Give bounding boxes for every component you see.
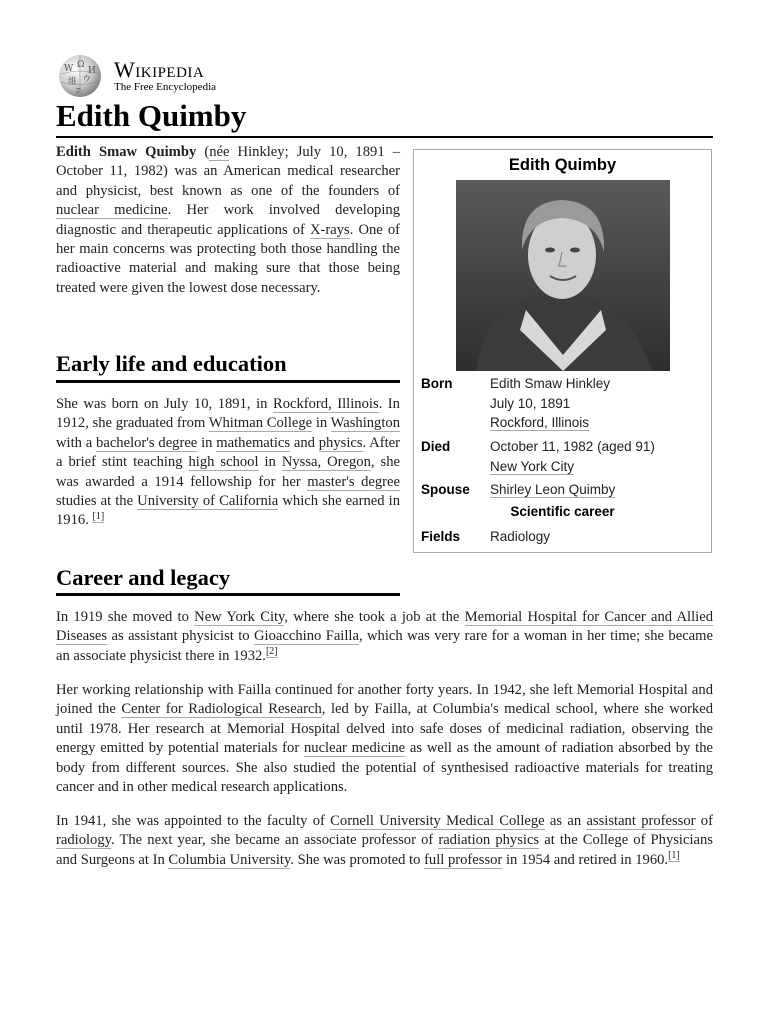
- text: with a: [56, 434, 97, 451]
- text: at the College of Physicians and Surgeons at In: [56, 832, 713, 868]
- link-mathematics[interactable]: mathematics: [216, 434, 291, 451]
- link-radiation-physics[interactable]: radiation physics: [438, 832, 540, 849]
- text: (: [196, 144, 210, 160]
- career-paragraph-1: [56, 608, 713, 666]
- infobox: [413, 149, 712, 553]
- text: , led by Failla, at Columbia's medical school, where she worked until 1978. Her research at Memorial Hospital delved into safe doses of medicinal radiation, observing the energy emitted by potential materials for: [56, 701, 713, 757]
- link-nuclear-medicine[interactable]: nuclear medicine: [303, 740, 406, 757]
- text: Hinkley; July 10, 1891 – October 11, 1982) was an American medical researcher and physicist, best known as one of the founders of: [56, 144, 400, 199]
- infobox-row-born: [421, 374, 705, 433]
- title-divider: [56, 136, 713, 138]
- text: , which was very rare for a woman in her time; she became an associate physicist there in 1932.: [56, 628, 713, 664]
- text: In 1919 she moved to: [56, 609, 195, 625]
- svg-text:И: И: [88, 66, 96, 76]
- infobox-row-spouse: [421, 480, 705, 500]
- infobox-row-died: [421, 437, 705, 476]
- intro-paragraph: [56, 143, 400, 298]
- text: as an: [544, 813, 587, 829]
- text: in: [197, 434, 217, 451]
- text: . In 1912, she graduated from: [56, 396, 400, 432]
- text: , where she took a job at the: [284, 609, 465, 625]
- text: , she was awarded a 1914 fellowship for her: [56, 454, 400, 490]
- link-radiology[interactable]: radiology: [56, 832, 111, 849]
- text: She was born on July 10, 1891, in: [56, 396, 273, 412]
- wordmark-subtitle: The Free Encyclopedia: [114, 81, 217, 93]
- link-physics[interactable]: physics: [318, 434, 363, 451]
- link-bachelors-degree[interactable]: bachelor's degree: [96, 434, 198, 451]
- link-new-york-city[interactable]: New York City: [194, 609, 285, 625]
- died-date: October 11, 1982 (aged 91): [490, 439, 655, 454]
- link-spouse[interactable]: Shirley Leon Quimby: [490, 482, 616, 497]
- link-masters-degree[interactable]: master's degree: [307, 473, 400, 490]
- heading-early-life: Early life and education: [56, 351, 287, 376]
- link-nuclear-medicine[interactable]: nuclear medicine: [56, 202, 168, 219]
- link-columbia-university[interactable]: Columbia University: [168, 851, 291, 868]
- died-label: Died: [421, 439, 451, 454]
- text: as well as the amount of radiation absorbed by the body from different sources. She also studied the potential of synthesised radioactive materials for treating cancer and in other medical research applications.: [56, 740, 713, 796]
- reference-link[interactable]: [1]: [668, 849, 680, 861]
- svg-text:ק: ק: [76, 86, 81, 96]
- svg-text:ウ: ウ: [82, 75, 92, 85]
- text: . After a brief stint teaching: [56, 434, 400, 471]
- early-life-paragraph: [56, 395, 400, 531]
- heading-divider: [56, 593, 400, 596]
- link-university-of-california[interactable]: University of California: [137, 493, 279, 510]
- link-born-place[interactable]: Rockford, Illinois: [490, 415, 590, 430]
- text: . Her work involved developing diagnostic and therapeutic applications of: [56, 202, 400, 238]
- link-washington[interactable]: Washington: [330, 415, 400, 432]
- text: of: [695, 813, 713, 829]
- fields-label: Fields: [421, 529, 461, 544]
- link-center-radiological-research[interactable]: Center for Radiological Research: [121, 701, 322, 718]
- fields-value: Radiology: [490, 529, 551, 544]
- career-paragraph-2: [56, 681, 713, 797]
- infobox-section-header: Scientific career: [510, 504, 615, 519]
- link-gioacchino-failla[interactable]: Gioacchino Failla: [254, 628, 359, 645]
- link-cornell-medical-college[interactable]: Cornell University Medical College: [330, 813, 545, 829]
- wikipedia-logo[interactable]: [56, 54, 216, 98]
- link-whitman-college[interactable]: Whitman College: [208, 415, 313, 432]
- subject-name: Edith Smaw Quimby: [56, 144, 197, 160]
- died-value: [490, 437, 705, 476]
- infobox-row-fields: [421, 527, 705, 547]
- infobox-title: Edith Quimby: [508, 156, 617, 174]
- svg-text:Ω: Ω: [77, 60, 85, 70]
- text: in 1954 and retired in 1960.: [502, 851, 669, 868]
- wordmark-title: Wikipedia: [114, 57, 205, 82]
- text: as assistant physicist to: [107, 628, 255, 645]
- portrait-photo[interactable]: [456, 180, 670, 371]
- svg-text:維: 維: [68, 77, 78, 87]
- wikipedia-globe-icon: [56, 54, 104, 98]
- heading-career: Career and legacy: [56, 565, 231, 590]
- link-memorial-hospital[interactable]: Memorial Hospital for Cancer and Allied Diseases: [56, 609, 713, 645]
- text: in: [312, 415, 331, 432]
- link-assistant-professor[interactable]: assistant professor: [586, 813, 696, 829]
- link-nyssa-oregon[interactable]: Nyssa, Oregon: [281, 454, 371, 471]
- reference-link[interactable]: [1]: [92, 510, 105, 522]
- text: Her working relationship with Failla continued for another forty years. In 1942, she left Memorial Hospital and joined the: [56, 682, 713, 718]
- text: which she earned in 1916.: [56, 493, 400, 529]
- born-date: July 10, 1891: [490, 395, 571, 411]
- text: In 1941, she was appointed to the faculty of: [56, 813, 331, 829]
- link-died-place[interactable]: New York City: [490, 458, 575, 474]
- born-label: Born: [421, 376, 453, 391]
- spouse-label: Spouse: [421, 482, 470, 497]
- text: in: [258, 454, 282, 471]
- text: . One of her main concerns was protecting both those handling the radioactive material and making sure that those being treated were given the lowest dose necessary.: [56, 221, 400, 296]
- wikipedia-wordmark: [114, 59, 216, 93]
- text: studies at the: [56, 493, 138, 510]
- reference-link[interactable]: [2]: [265, 645, 278, 657]
- link-x-rays[interactable]: X-rays: [309, 221, 350, 238]
- link-rockford[interactable]: Rockford, Illinois: [272, 396, 379, 412]
- text: and: [290, 434, 319, 451]
- text: . She was promoted to: [290, 851, 425, 868]
- born-name: Edith Smaw Hinkley: [490, 376, 611, 391]
- heading-divider: [56, 380, 400, 383]
- link-full-professor[interactable]: full professor: [424, 851, 503, 868]
- page-title: Edith Quimby: [56, 98, 247, 133]
- svg-text:W: W: [64, 64, 74, 74]
- text: . The next year, she became an associate professor of: [110, 832, 439, 849]
- born-value: [490, 374, 705, 433]
- link-high-school[interactable]: high school: [188, 454, 259, 471]
- career-paragraph-3: [56, 812, 713, 870]
- link-nee[interactable]: née: [209, 144, 230, 160]
